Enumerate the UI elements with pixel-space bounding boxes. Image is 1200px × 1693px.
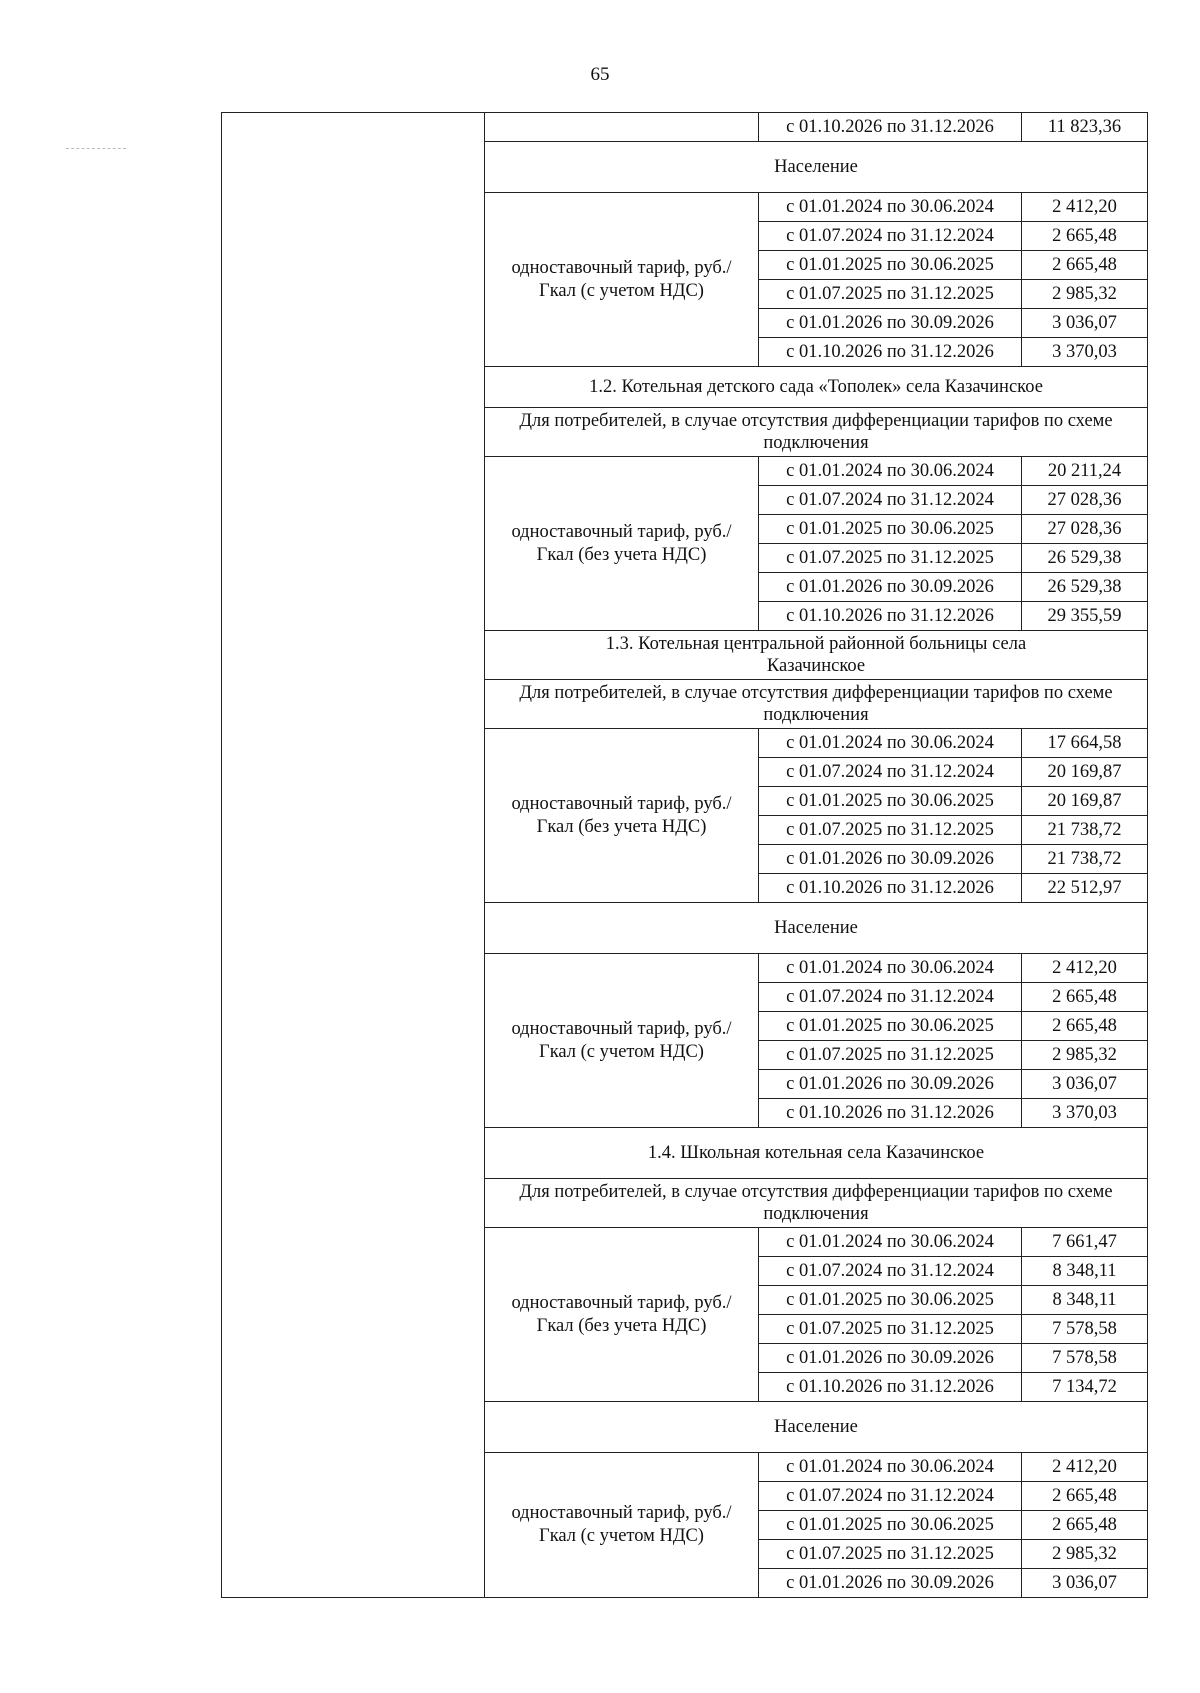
period-cell: с 01.07.2024 по 31.12.2024 — [759, 1257, 1022, 1286]
value-cell: 7 661,47 — [1022, 1228, 1148, 1257]
value-cell: 2 412,20 — [1022, 1453, 1148, 1482]
value-cell: 8 348,11 — [1022, 1257, 1148, 1286]
tariff-label-cell: одноставочный тариф, руб./Гкал (с учетом НДС) — [485, 1453, 759, 1598]
group-header: Население — [485, 1402, 1148, 1453]
value-cell: 7 134,72 — [1022, 1373, 1148, 1402]
period-cell: с 01.07.2025 по 31.12.2025 — [759, 816, 1022, 845]
value-cell: 2 985,32 — [1022, 1041, 1148, 1070]
period-cell: с 01.10.2026 по 31.12.2026 — [759, 602, 1022, 631]
value-cell: 2 665,48 — [1022, 1482, 1148, 1511]
period-cell: с 01.01.2025 по 30.06.2025 — [759, 251, 1022, 280]
period-cell: с 01.07.2024 по 31.12.2024 — [759, 758, 1022, 787]
value-cell: 8 348,11 — [1022, 1286, 1148, 1315]
value-cell: 21 738,72 — [1022, 816, 1148, 845]
period-cell: с 01.01.2024 по 30.06.2024 — [759, 1453, 1022, 1482]
value-cell: 3 036,07 — [1022, 1569, 1148, 1598]
value-cell: 27 028,36 — [1022, 515, 1148, 544]
period-cell: с 01.01.2026 по 30.09.2026 — [759, 1070, 1022, 1099]
tariff-label-cell: одноставочный тариф, руб./Гкал (с учетом НДС) — [485, 954, 759, 1128]
value-cell: 2 665,48 — [1022, 1511, 1148, 1540]
section-title: 1.4. Школьная котельная села Казачинское — [485, 1128, 1148, 1179]
period-cell: с 01.01.2025 по 30.06.2025 — [759, 1511, 1022, 1540]
group-header: Население — [485, 142, 1148, 193]
period-cell: с 01.10.2026 по 31.12.2026 — [759, 1099, 1022, 1128]
value-cell: 2 412,20 — [1022, 193, 1148, 222]
section-title: 1.3. Котельная центральной районной больницы села Казачинское — [485, 631, 1148, 680]
tariff-label-cell: одноставочный тариф, руб./Гкал (без учета НДС) — [485, 729, 759, 903]
group-header: Для потребителей, в случае отсутствия дифференциации тарифов по схеме подключения — [485, 1179, 1148, 1228]
value-cell: 2 665,48 — [1022, 222, 1148, 251]
value-cell: 26 529,38 — [1022, 573, 1148, 602]
tariff-label-cell — [485, 113, 759, 142]
period-cell: с 01.01.2024 по 30.06.2024 — [759, 1228, 1022, 1257]
period-cell: с 01.07.2024 по 31.12.2024 — [759, 222, 1022, 251]
blank-first-column — [222, 113, 485, 1598]
scan-artifact-mark — [66, 148, 126, 149]
value-cell: 26 529,38 — [1022, 544, 1148, 573]
value-cell: 3 036,07 — [1022, 309, 1148, 338]
group-header: Население — [485, 903, 1148, 954]
value-cell: 20 169,87 — [1022, 758, 1148, 787]
period-cell: с 01.01.2024 по 30.06.2024 — [759, 729, 1022, 758]
period-cell: с 01.01.2026 по 30.09.2026 — [759, 309, 1022, 338]
period-cell: с 01.10.2026 по 31.12.2026 — [759, 874, 1022, 903]
period-cell: с 01.01.2025 по 30.06.2025 — [759, 515, 1022, 544]
period-cell: с 01.01.2026 по 30.09.2026 — [759, 845, 1022, 874]
section-title: 1.2. Котельная детского сада «Тополек» села Казачинское — [485, 367, 1148, 408]
period-cell: с 01.07.2025 по 31.12.2025 — [759, 1315, 1022, 1344]
period-cell: с 01.01.2026 по 30.09.2026 — [759, 1344, 1022, 1373]
value-cell: 20 169,87 — [1022, 787, 1148, 816]
period-cell: с 01.01.2024 по 30.06.2024 — [759, 954, 1022, 983]
period-cell: с 01.10.2026 по 31.12.2026 — [759, 1373, 1022, 1402]
period-cell: с 01.07.2025 по 31.12.2025 — [759, 1041, 1022, 1070]
page-number: 65 — [590, 64, 610, 85]
value-cell: 3 370,03 — [1022, 338, 1148, 367]
value-cell: 21 738,72 — [1022, 845, 1148, 874]
group-header: Для потребителей, в случае отсутствия дифференциации тарифов по схеме подключения — [485, 408, 1148, 457]
value-cell: 2 412,20 — [1022, 954, 1148, 983]
value-cell: 7 578,58 — [1022, 1344, 1148, 1373]
period-cell: с 01.01.2026 по 30.09.2026 — [759, 1569, 1022, 1598]
tariff-table — [221, 112, 1148, 1598]
value-cell: 7 578,58 — [1022, 1315, 1148, 1344]
period-cell: с 01.01.2026 по 30.09.2026 — [759, 573, 1022, 602]
table-row — [222, 113, 1148, 142]
value-cell: 11 823,36 — [1022, 113, 1148, 142]
period-cell: с 01.01.2025 по 30.06.2025 — [759, 1286, 1022, 1315]
value-cell: 2 985,32 — [1022, 280, 1148, 309]
period-cell: с 01.07.2024 по 31.12.2024 — [759, 1482, 1022, 1511]
period-cell: с 01.01.2024 по 30.06.2024 — [759, 193, 1022, 222]
period-cell: с 01.07.2025 по 31.12.2025 — [759, 544, 1022, 573]
period-cell: с 01.07.2025 по 31.12.2025 — [759, 1540, 1022, 1569]
tariff-label-cell: одноставочный тариф, руб./Гкал (с учетом НДС) — [485, 193, 759, 367]
value-cell: 2 665,48 — [1022, 1012, 1148, 1041]
period-cell: с 01.01.2024 по 30.06.2024 — [759, 457, 1022, 486]
value-cell: 27 028,36 — [1022, 486, 1148, 515]
period-cell: с 01.10.2026 по 31.12.2026 — [759, 338, 1022, 367]
value-cell: 3 036,07 — [1022, 1070, 1148, 1099]
value-cell: 3 370,03 — [1022, 1099, 1148, 1128]
period-cell: с 01.07.2024 по 31.12.2024 — [759, 983, 1022, 1012]
value-cell: 17 664,58 — [1022, 729, 1148, 758]
tariff-label-cell: одноставочный тариф, руб./Гкал (без учета НДС) — [485, 1228, 759, 1402]
value-cell: 2 665,48 — [1022, 251, 1148, 280]
period-cell: с 01.07.2025 по 31.12.2025 — [759, 280, 1022, 309]
value-cell: 2 985,32 — [1022, 1540, 1148, 1569]
group-header: Для потребителей, в случае отсутствия дифференциации тарифов по схеме подключения — [485, 680, 1148, 729]
value-cell: 2 665,48 — [1022, 983, 1148, 1012]
period-cell: с 01.07.2024 по 31.12.2024 — [759, 486, 1022, 515]
value-cell: 20 211,24 — [1022, 457, 1148, 486]
period-cell: с 01.01.2025 по 30.06.2025 — [759, 1012, 1022, 1041]
tariff-label-cell: одноставочный тариф, руб./Гкал (без учета НДС) — [485, 457, 759, 631]
period-cell: с 01.10.2026 по 31.12.2026 — [759, 113, 1022, 142]
period-cell: с 01.01.2025 по 30.06.2025 — [759, 787, 1022, 816]
value-cell: 29 355,59 — [1022, 602, 1148, 631]
value-cell: 22 512,97 — [1022, 874, 1148, 903]
